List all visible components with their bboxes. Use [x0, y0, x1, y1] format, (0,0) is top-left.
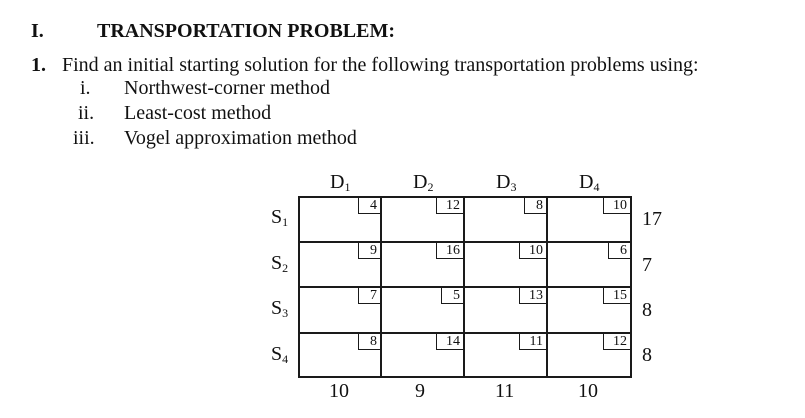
cell-s1-d1 — [300, 198, 382, 243]
cell-s2-d1 — [300, 243, 382, 288]
demand-d4: 10 — [578, 380, 598, 402]
demand-d2: 9 — [415, 380, 425, 402]
row-header-s2: $S_2$ — [271, 252, 289, 275]
method-3-label: Vogel approximation method — [124, 127, 357, 149]
supply-s4: 8 — [642, 344, 652, 366]
cell-s1-d2 — [382, 198, 465, 243]
cell-s1-d4 — [548, 198, 632, 243]
cost-s3-d1: 7 — [358, 288, 380, 304]
cell-s1-d3 — [465, 198, 548, 243]
method-1-number: i. — [80, 77, 91, 99]
cost-s2-d1: 9 — [358, 243, 380, 259]
column-header-d2: $D_2$ — [413, 171, 434, 194]
cell-s2-d3 — [465, 243, 548, 288]
cost-s4-d3: 11 — [519, 334, 546, 350]
cell-s3-d1 — [300, 288, 382, 334]
cost-s2-d3: 10 — [519, 243, 546, 259]
cost-s4-d4: 12 — [603, 334, 630, 350]
method-1-label: Northwest-corner method — [124, 77, 331, 99]
section-number: I. — [31, 20, 44, 42]
cell-s4-d4 — [548, 334, 632, 378]
row-header-s3: $S_3$ — [271, 297, 289, 320]
method-3-number: iii. — [73, 127, 95, 149]
cell-s2-d4 — [548, 243, 632, 288]
cost-s1-d1: 4 — [358, 198, 380, 214]
cost-s3-d2: 5 — [441, 288, 463, 304]
cost-s1-d4: 10 — [603, 198, 630, 214]
row-header-s1: $S_1$ — [271, 206, 289, 229]
supply-s1: 17 — [642, 208, 662, 230]
method-2-label: Least-cost method — [124, 102, 272, 124]
cost-s1-d2: 12 — [436, 198, 463, 214]
cell-s3-d3 — [465, 288, 548, 334]
cell-s4-d3 — [465, 334, 548, 378]
cell-s2-d2 — [382, 243, 465, 288]
row-header-s4: $S_4$ — [271, 343, 289, 366]
demand-d3: 11 — [495, 380, 515, 402]
column-header-d3: $D_3$ — [496, 171, 517, 194]
cell-s3-d2 — [382, 288, 465, 334]
cost-table — [298, 196, 632, 378]
cell-s3-d4 — [548, 288, 632, 334]
supply-s2: 7 — [642, 254, 652, 276]
demand-d1: 10 — [329, 380, 349, 402]
cell-s4-d2 — [382, 334, 465, 378]
cost-s4-d2: 14 — [436, 334, 463, 350]
column-header-d1: $D_1$ — [330, 171, 351, 194]
question-text: Find an initial starting solution for the following transportation problems using: — [62, 54, 699, 76]
cost-s4-d1: 8 — [358, 334, 380, 350]
question-number: 1. — [31, 54, 46, 76]
column-header-d4: $D_4$ — [579, 171, 600, 194]
cell-s4-d1 — [300, 334, 382, 378]
supply-s3: 8 — [642, 299, 652, 321]
cost-s2-d4: 6 — [608, 243, 630, 259]
cost-s1-d3: 8 — [524, 198, 546, 214]
cost-s3-d4: 15 — [603, 288, 630, 304]
section-title: TRANSPORTATION PROBLEM: — [97, 20, 396, 42]
cost-s2-d2: 16 — [436, 243, 463, 259]
method-2-number: ii. — [78, 102, 95, 124]
cost-s3-d3: 13 — [519, 288, 546, 304]
